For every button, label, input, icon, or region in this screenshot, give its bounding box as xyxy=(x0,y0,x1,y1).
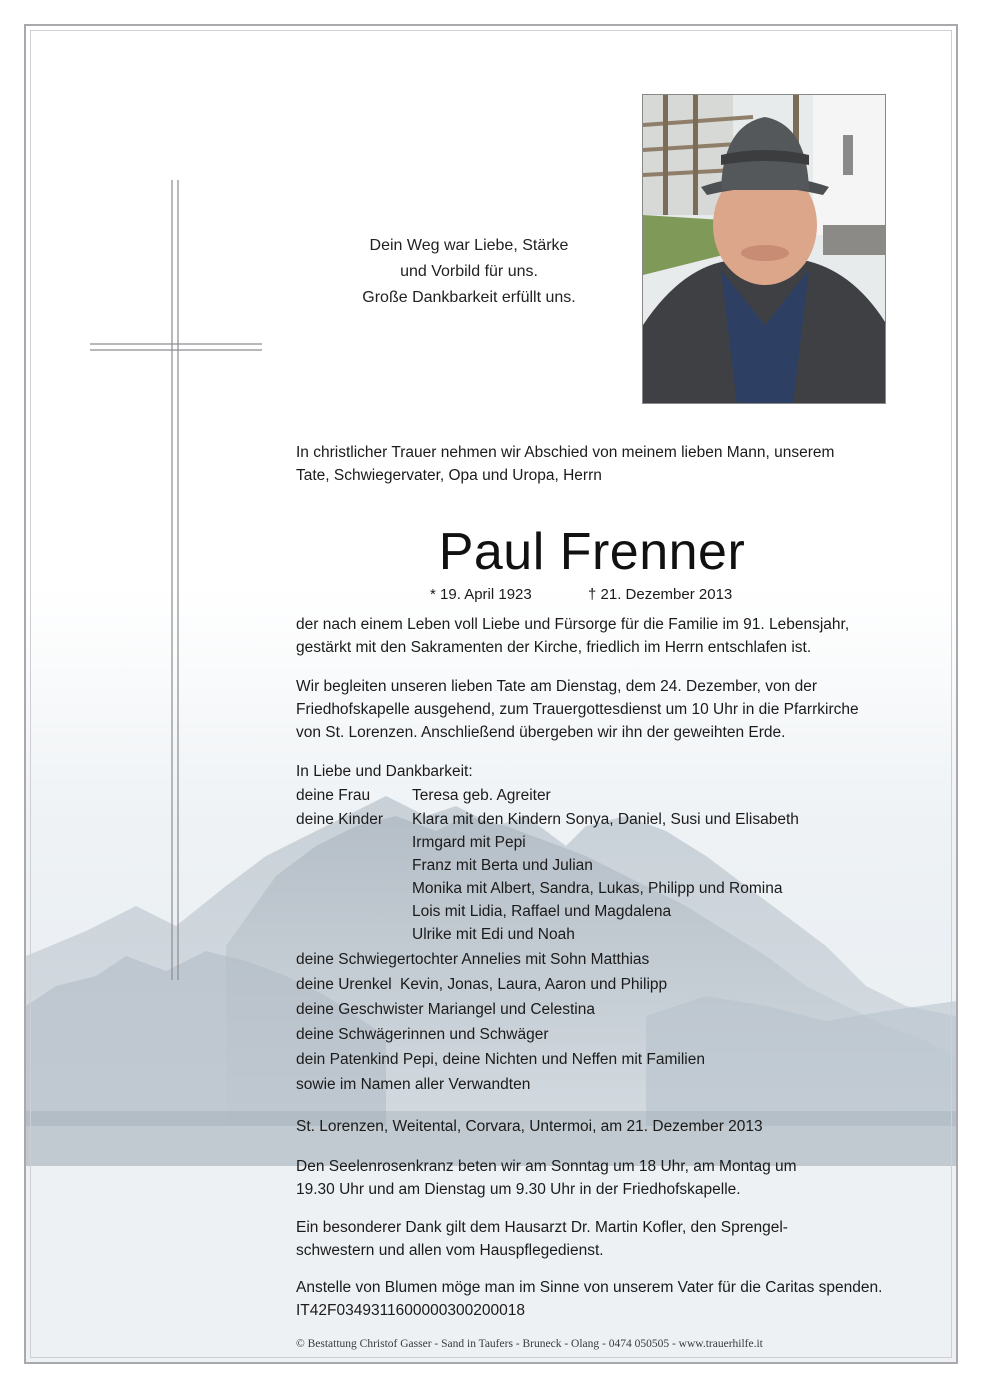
mourner-child: Irmgard mit Pepi xyxy=(412,834,526,851)
mourner-names: Klara mit den Kindern Sonya, Daniel, Susi und Elisabeth xyxy=(412,811,799,828)
mourner-child: Franz mit Berta und Julian xyxy=(412,857,593,874)
inner-border xyxy=(30,30,952,1358)
funeral-line: von St. Lorenzen. Anschließend übergeben wir ihn der geweihten Erde. xyxy=(296,724,786,741)
passing-line: gestärkt mit den Sakramenten der Kirche, friedlich im Herrn entschlafen ist. xyxy=(296,639,812,656)
place-date-line: St. Lorenzen, Weitental, Corvara, Untermoi, am 21. Dezember 2013 xyxy=(296,1118,763,1135)
obituary-frame xyxy=(24,24,958,1364)
intro-line: In christlicher Trauer nehmen wir Abschied von meinem lieben Mann, unserem xyxy=(296,444,835,461)
mourners-heading: In Liebe und Dankbarkeit: xyxy=(296,763,473,780)
birth-date: * 19. April 1923 xyxy=(430,586,532,603)
funeral-line: Wir begleiten unseren lieben Tate am Dienstag, dem 24. Dezember, von der xyxy=(296,678,817,695)
rosary-line: 19.30 Uhr und am Dienstag um 9.30 Uhr in der Friedhofskapelle. xyxy=(296,1181,741,1198)
rosary-line: Den Seelenrosenkranz beten wir am Sonntag um 18 Uhr, am Montag um xyxy=(296,1158,797,1175)
mourner-siblings: deine Geschwister Mariangel und Celestina xyxy=(296,1001,595,1018)
funeral-line: Friedhofskapelle ausgehend, zum Trauergottesdienst um 10 Uhr in die Pfarrkirche xyxy=(296,701,859,718)
quote-line: Große Dankbarkeit erfüllt uns. xyxy=(362,289,576,306)
death-date: † 21. Dezember 2013 xyxy=(588,586,733,603)
mourner-child: Monika mit Albert, Sandra, Lukas, Philipp und Romina xyxy=(412,880,783,897)
mourner-relatives: sowie im Namen aller Verwandten xyxy=(296,1076,531,1093)
mourner-godchild: dein Patenkind Pepi, deine Nichten und Neffen mit Familien xyxy=(296,1051,705,1068)
mourner-child: Ulrike mit Edi und Noah xyxy=(412,926,575,943)
mourner-child: Lois mit Lidia, Raffael und Magdalena xyxy=(412,903,672,920)
mourner-names: Teresa geb. Agreiter xyxy=(412,787,551,804)
mourner-label: deine Frau xyxy=(296,787,371,804)
mourner-label: deine Urenkel xyxy=(296,976,392,993)
intro-line: Tate, Schwiegervater, Opa und Uropa, Herrn xyxy=(296,467,602,484)
mourner-label: deine Kinder xyxy=(296,811,384,828)
passing-line: der nach einem Leben voll Liebe und Fürsorge für die Familie im 91. Lebensjahr, xyxy=(296,616,850,633)
quote-line: und Vorbild für uns. xyxy=(400,263,538,280)
mourner-names: Kevin, Jonas, Laura, Aaron und Philipp xyxy=(400,976,668,993)
quote-line: Dein Weg war Liebe, Stärke xyxy=(369,237,569,254)
thanks-line: schwestern und allen vom Hauspflegedienst. xyxy=(296,1242,604,1259)
mourner-daughter-in-law: deine Schwiegertochter Annelies mit Sohn Matthias xyxy=(296,951,650,968)
mourner-in-laws: deine Schwägerinnen und Schwäger xyxy=(296,1026,549,1043)
thanks-line: Ein besonderer Dank gilt dem Hausarzt Dr. Martin Kofler, den Sprengel- xyxy=(296,1219,788,1236)
deceased-name: Paul Frenner xyxy=(438,523,746,581)
donation-line: Anstelle von Blumen möge man im Sinne von unserem Vater für die Caritas spenden. xyxy=(296,1279,883,1296)
footer-credit: © Bestattung Christof Gasser - Sand in Taufers - Bruneck - Olang - 0474 050505 - www.trauerhilfe.it xyxy=(296,1338,763,1350)
donation-iban: IT42F0349311600000300200018 xyxy=(296,1302,525,1319)
